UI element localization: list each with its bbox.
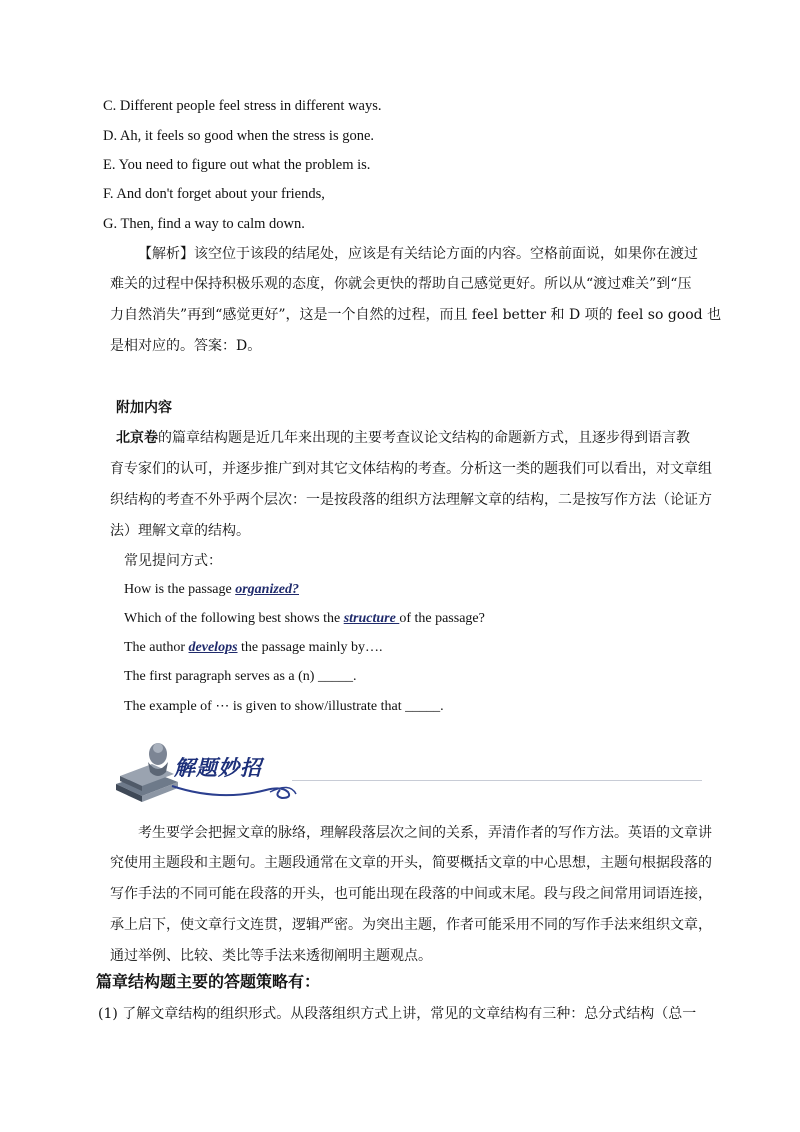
question-2-tail: of the passage? [399, 611, 485, 626]
beijing-label: 北京卷 [116, 430, 158, 446]
ask-label: 常见提问方式： [124, 553, 222, 569]
strategy-item-1: (1) 了解文章结构的组织形式。从段落组织方式上讲，常见的文章结构有三种：总分式结构（总一 [98, 1006, 697, 1022]
option-e: E. You need to figure out what the problem is. [103, 157, 371, 173]
banner-divider [292, 780, 702, 781]
keyword-develops: develops [188, 640, 238, 655]
option-g: G. Then, find a way to calm down. [103, 216, 305, 232]
question-3 [124, 638, 383, 658]
tips-line: 写作手法的不同可能在段落的开头，也可能出现在段落的中间或末尾。段与段之间常用词语连接， [110, 886, 712, 902]
analysis-line: 【解析】该空位于该段的结尾处，应该是有关结论方面的内容。空格前面说，如果你在渡过 [138, 246, 698, 262]
keyword-structure: structure [343, 611, 400, 626]
question-1-text: How is the passage [124, 582, 236, 597]
question-3-text: The author [124, 640, 189, 655]
banner-title: 解题妙招 [174, 756, 262, 780]
extra-line: 织结构的考查不外乎两个层次：一是按段落的组织方法理解文章的结构，二是按写作方法（论证方 [110, 492, 712, 508]
swirl-ornament-icon [170, 780, 300, 804]
tips-line: 承上启下，使文章行文连贯，逻辑严密。为突出主题，作者可能采用不同的写作手法来组织文章， [110, 917, 712, 933]
extra-line: 法）理解文章的结构。 [110, 523, 250, 539]
question-5: The example of ⋯ is given to show/illustrate that _____. [124, 699, 444, 714]
tips-banner [112, 736, 702, 808]
tips-line: 究使用主题段和主题句。主题段通常在文章的开头，简要概括文章的中心思想，主题句根据段落的 [110, 855, 712, 871]
option-f: F. And don't forget about your friends, [103, 186, 325, 202]
extra-line: 育专家们的认可，并逐步推广到对其它文体结构的考查。分析这一类的题我们可以看出，对文章组 [110, 461, 712, 477]
tips-line: 考生要学会把握文章的脉络，理解段落层次之间的关系，弄清作者的写作方法。英语的文章讲 [138, 825, 712, 841]
strategy-heading: 篇章结构题主要的答题策略有： [96, 972, 321, 991]
question-2-text: Which of the following best shows the [124, 611, 344, 626]
option-c: C. Different people feel stress in different ways. [103, 98, 382, 114]
question-2 [124, 609, 485, 629]
tips-line: 通过举例、比较、类比等手法来透彻阐明主题观点。 [110, 948, 432, 964]
extra-line-1 [116, 428, 690, 448]
question-1 [124, 580, 299, 600]
extra-heading: 附加内容 [116, 400, 172, 416]
analysis-line: 力自然消失”再到“感觉更好”，这是一个自然的过程，而且 feel better 和 D 项的 feel so good 也 [110, 307, 722, 323]
analysis-line: 难关的过程中保持积极乐观的态度，你就会更快的帮助自己感觉更好。所以从“渡过难关”到“压 [110, 276, 692, 292]
option-d: D. Ah, it feels so good when the stress is gone. [103, 128, 375, 144]
keyword-organized: organized? [235, 582, 299, 597]
extra-line-1-text: 的篇章结构题是近几年来出现的主要考查议论文结构的命题新方式，且逐步得到语言教 [158, 430, 690, 446]
question-3-tail: the passage mainly by…. [237, 640, 383, 655]
question-4: The first paragraph serves as a (n) _____. [124, 669, 357, 684]
analysis-line: 是相对应的。答案：D。 [110, 338, 262, 354]
